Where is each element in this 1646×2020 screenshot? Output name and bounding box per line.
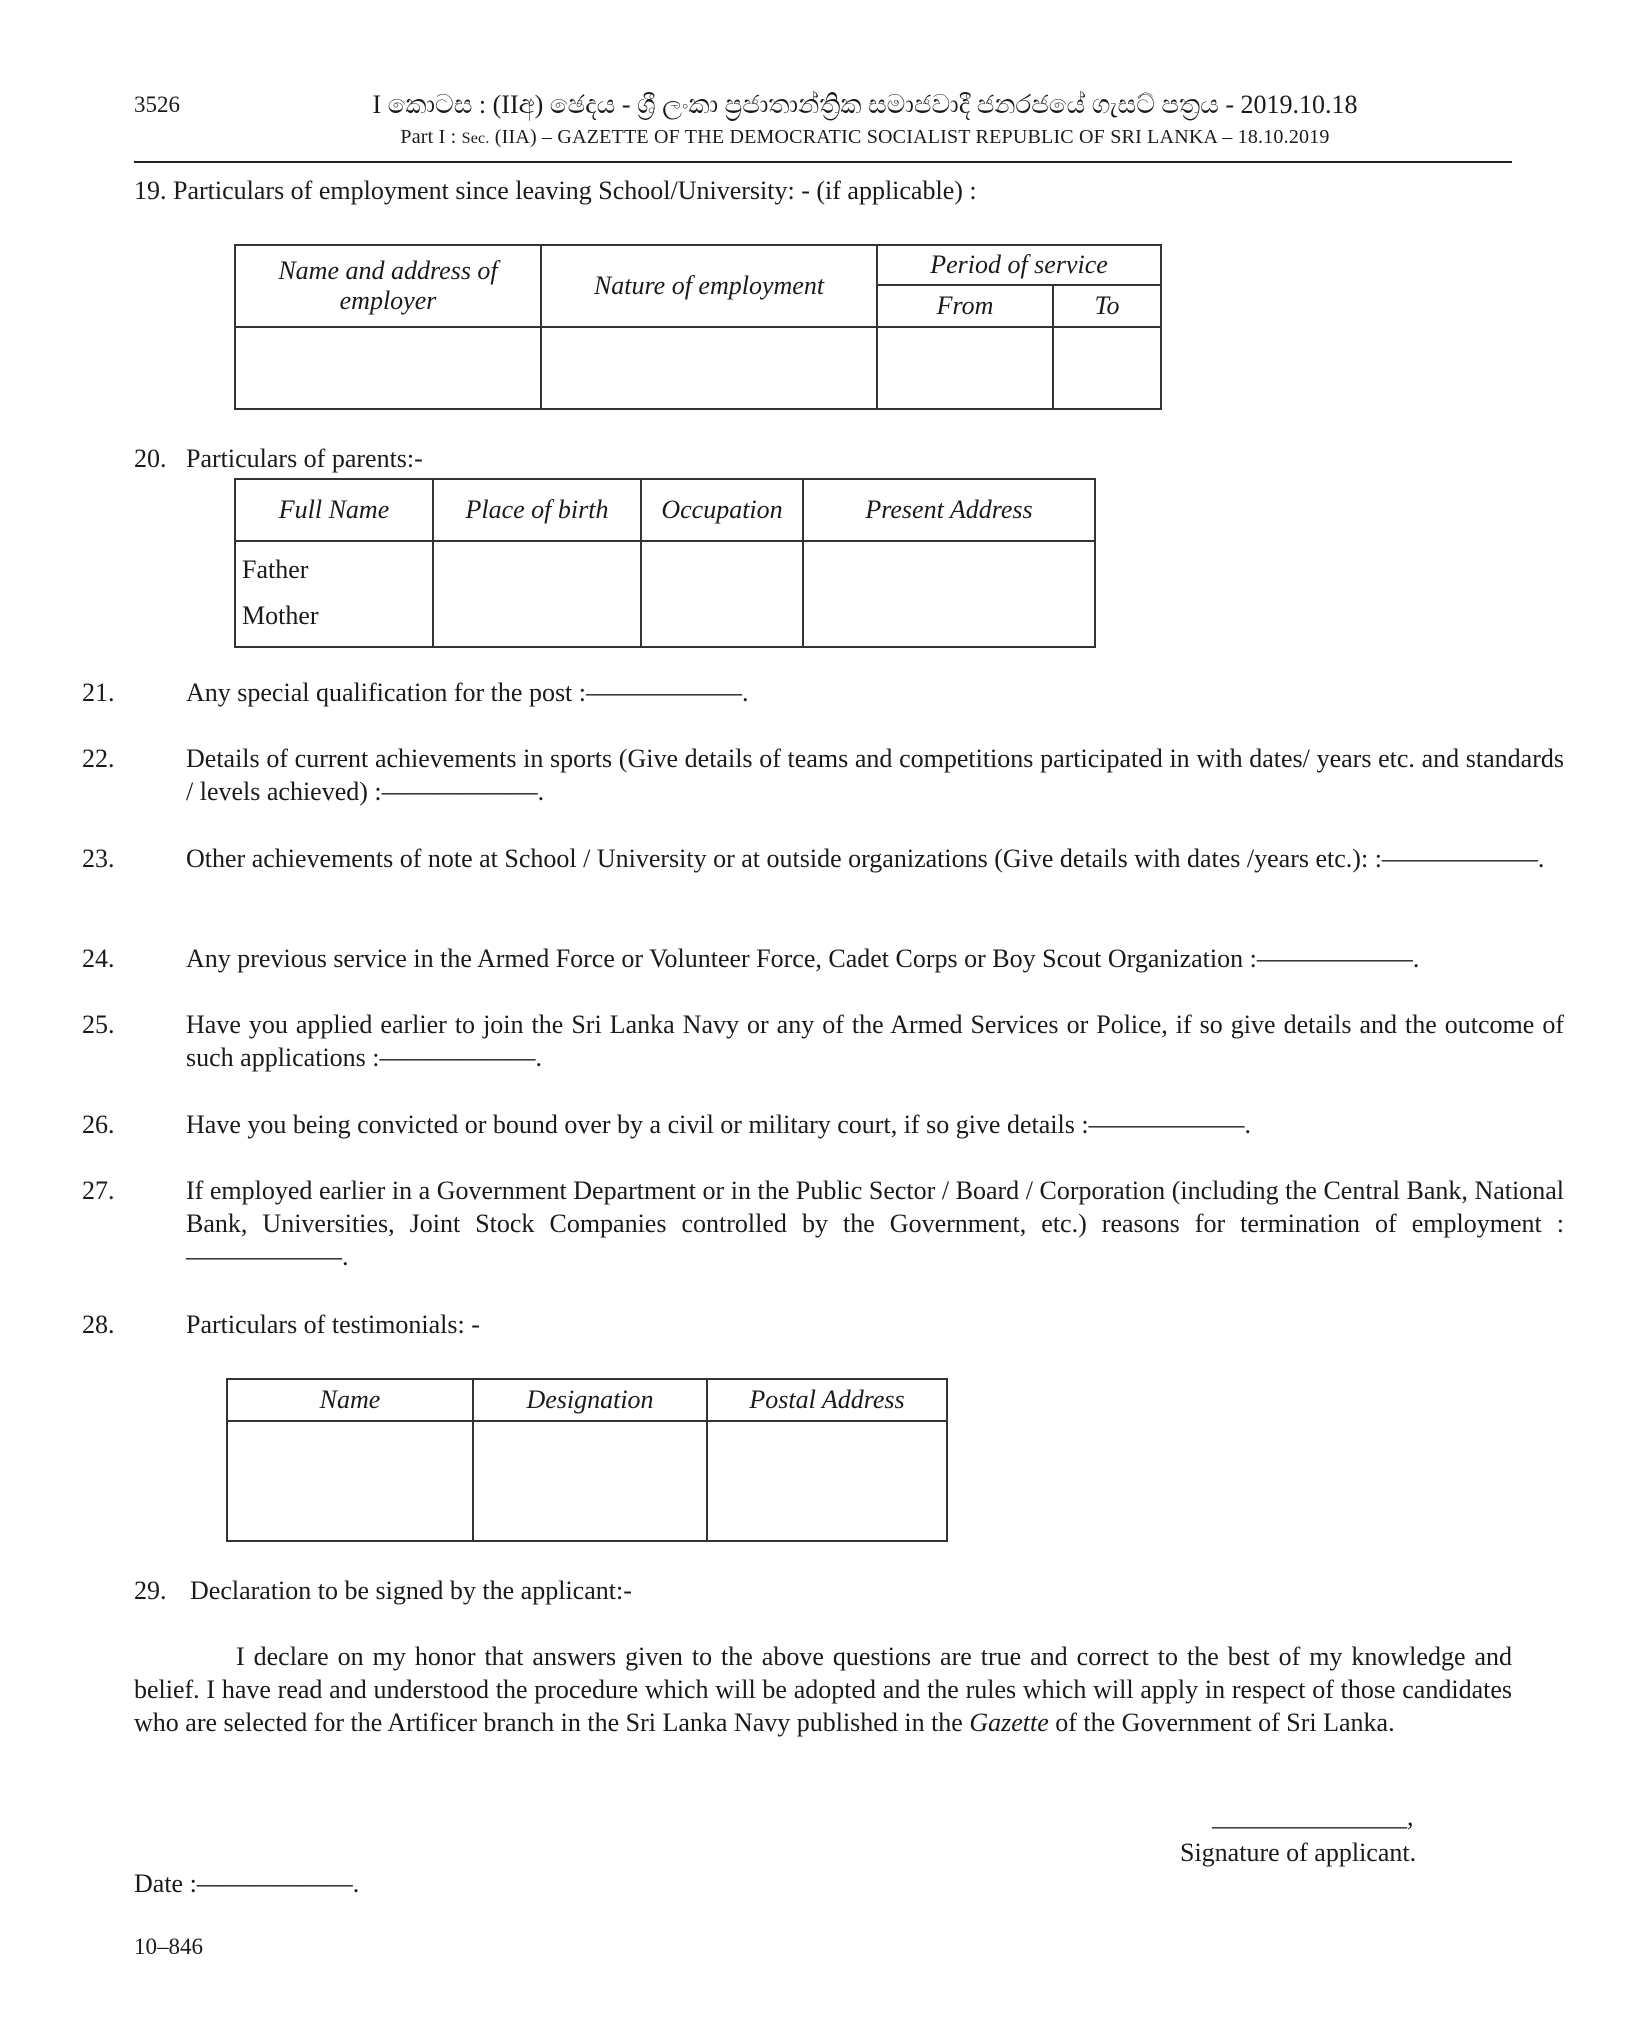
question-21 — [82, 676, 1564, 709]
question-text: Declaration to be signed by the applicant:- — [190, 1576, 632, 1605]
nature-cell[interactable] — [541, 327, 877, 409]
col-present-address: Present Address — [803, 479, 1095, 541]
question-25 — [82, 1008, 1564, 1074]
question-number: 26. — [82, 1110, 115, 1139]
col-from: From — [877, 285, 1053, 327]
header-sec: Sec. — [461, 130, 490, 147]
header-title-sinhala: I කොටස : (IIඅ) ඡෙදය - ශ්‍රී ලංකා ප්‍රජාතාන්ත්‍රික සමාජවාදී ජනරජයේ ගැසට් පත්‍රය - 2019.10.18 — [372, 90, 1358, 119]
signature-line[interactable]: _______________, — [1212, 1802, 1414, 1831]
present-address-cell[interactable] — [803, 541, 1095, 647]
declaration-paragraph — [134, 1640, 1512, 1739]
page-number: 3526 — [134, 92, 180, 117]
signature-label: Signature of applicant. — [1180, 1838, 1417, 1867]
question-19 — [134, 174, 1512, 207]
question-text: Particulars of testimonials: - — [186, 1310, 480, 1339]
from-cell[interactable] — [877, 327, 1053, 409]
declaration-text-1: I declare on my honor that answers given to the above questions are true and correct to the best of my knowledge and belief. I have read and understood the procedure which will be adopted and the rules which will apply in respect of those candidates who are selected for the Artificer branch in the Sri Lanka Navy published in the — [134, 1642, 1512, 1737]
question-text: Any previous service in the Armed Force or Volunteer Force, Cadet Corps or Boy Scout Organization :——————. — [186, 944, 1420, 973]
row-father: Father — [242, 555, 309, 584]
testimonial-name-cell[interactable] — [227, 1421, 473, 1541]
col-place-of-birth: Place of birth — [433, 479, 641, 541]
testimonials-table — [226, 1378, 948, 1542]
col-designation: Designation — [473, 1379, 707, 1421]
question-text: If employed earlier in a Government Department or in the Public Sector / Board / Corporation (including the Central Bank, National Bank, Universities, Joint Stock Companies controlled by the Government, etc.) reasons for termination of employment :——————. — [186, 1176, 1564, 1271]
question-text: Any special qualification for the post :——————. — [186, 678, 749, 707]
parents-table — [234, 478, 1096, 648]
question-text: Particulars of parents:- — [186, 444, 423, 473]
header-rule — [134, 161, 1512, 163]
question-26 — [82, 1108, 1564, 1141]
employment-table — [234, 244, 1162, 410]
question-23 — [82, 842, 1564, 875]
col-full-name: Full Name — [235, 479, 433, 541]
question-number: 21. — [82, 678, 115, 707]
question-28 — [82, 1308, 1564, 1341]
declaration-text-2: of the Government of Sri Lanka. — [1048, 1708, 1395, 1737]
header-rest: (IIA) – GAZETTE OF THE DEMOCRATIC SOCIALIST REPUBLIC OF SRI LANKA – 18.10.2019 — [494, 126, 1330, 148]
question-29 — [134, 1574, 1512, 1607]
question-number: 20. — [134, 444, 167, 473]
col-occupation: Occupation — [641, 479, 803, 541]
testimonial-designation-cell[interactable] — [473, 1421, 707, 1541]
question-number: 24. — [82, 944, 115, 973]
header-part: Part — [400, 126, 434, 148]
row-mother: Mother — [242, 601, 319, 630]
col-to: To — [1053, 285, 1161, 327]
question-text: Particulars of employment since leaving School/University: - (if applicable) : — [173, 176, 977, 205]
question-number: 27. — [82, 1176, 115, 1205]
question-27 — [82, 1174, 1564, 1273]
employer-cell[interactable] — [235, 327, 541, 409]
header-title-english — [330, 126, 1400, 149]
to-cell[interactable] — [1053, 327, 1161, 409]
question-text: Details of current achievements in sports (Give details of teams and competitions participated in with dates/ years etc. and standards / levels achieved) :——————. — [186, 744, 1564, 806]
occupation-cell[interactable] — [641, 541, 803, 647]
question-22 — [82, 742, 1564, 808]
declaration-gazette: Gazette — [969, 1708, 1049, 1737]
col-postal-address: Postal Address — [707, 1379, 947, 1421]
question-24 — [82, 942, 1564, 975]
testimonial-address-cell[interactable] — [707, 1421, 947, 1541]
question-number: 25. — [82, 1010, 115, 1039]
col-nature: Nature of employment — [541, 245, 877, 327]
parents-row-labels — [235, 541, 433, 647]
col-name: Name — [227, 1379, 473, 1421]
place-of-birth-cell[interactable] — [433, 541, 641, 647]
question-text: Have you being convicted or bound over by a civil or military court, if so give details :——————. — [186, 1110, 1252, 1139]
question-number: 29. — [134, 1576, 167, 1605]
header-part-no: I : — [438, 126, 457, 148]
question-number: 23. — [82, 844, 115, 873]
col-employer: Name and address of employer — [235, 245, 541, 327]
question-number: 19. — [134, 176, 167, 205]
question-text: Other achievements of note at School / University or at outside organizations (Give details with dates /years etc.): :——————. — [186, 844, 1545, 873]
col-period: Period of service — [877, 245, 1161, 285]
footer-code: 10–846 — [134, 1934, 203, 1959]
date-field[interactable]: Date :——————. — [134, 1869, 360, 1898]
question-text: Have you applied earlier to join the Sri Lanka Navy or any of the Armed Services or Police, if so give details and the outcome of such applications :——————. — [186, 1010, 1564, 1072]
question-number: 28. — [82, 1310, 115, 1339]
question-20 — [134, 442, 1512, 475]
question-number: 22. — [82, 744, 115, 773]
